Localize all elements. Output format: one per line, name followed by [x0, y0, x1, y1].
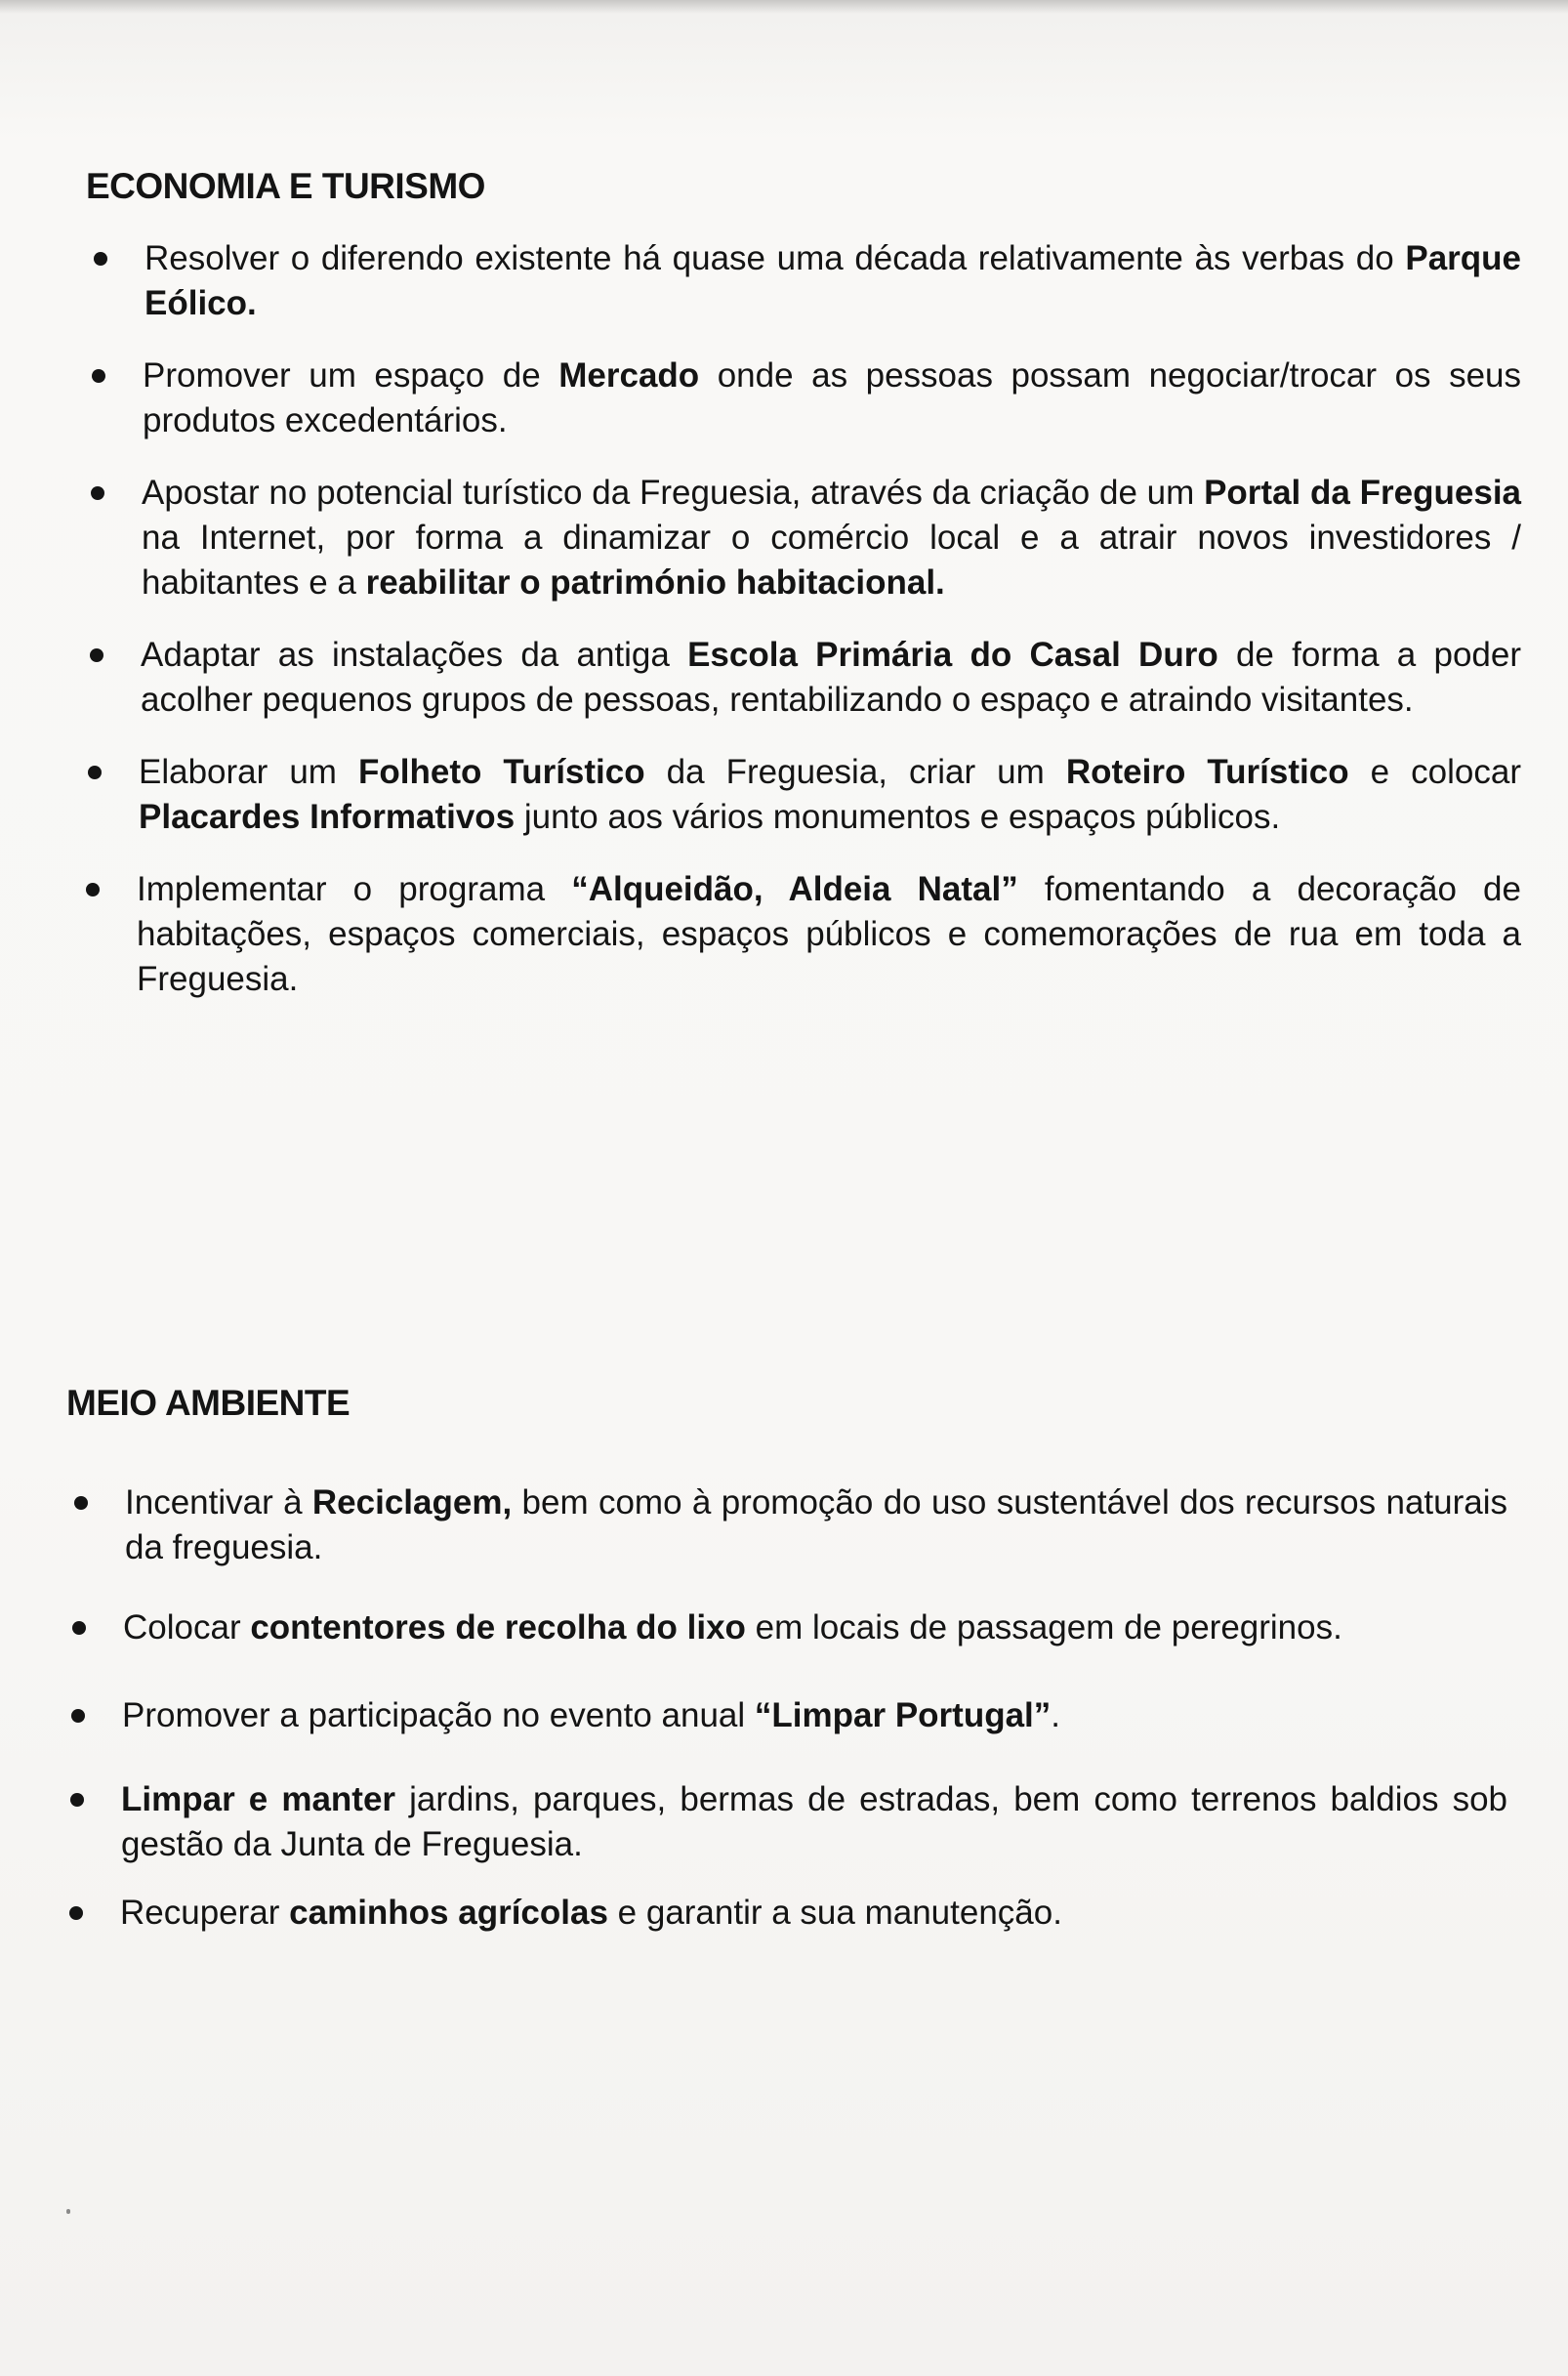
list-item: Promover um espaço de Mercado onde as pessoas possam negociar/trocar os seus produtos excedentários. [84, 354, 1521, 443]
list-item: Promover a participação no evento anual “Limpar Portugal”. [63, 1693, 1507, 1738]
list-item: Resolver o diferendo existente há quase uma década relativamente às verbas do Parque Eólico. [86, 236, 1521, 326]
list-item: Incentivar à Reciclagem, bem como à promoção do uso sustentável dos recursos naturais da freguesia. [66, 1480, 1507, 1570]
bullet-icon [91, 486, 104, 500]
section-title-meio-ambiente: MEIO AMBIENTE [66, 1383, 351, 1423]
bullet-icon [72, 1621, 86, 1635]
bullet-icon [70, 1793, 84, 1807]
meio-ambiente-list [66, 1480, 1507, 1936]
scan-top-edge [0, 0, 1568, 14]
bullet-icon [86, 883, 100, 896]
list-item: Implementar o programa “Alqueidão, Aldeia Natal” fomentando a decoração de habitações, espaços comerciais, espaços públicos e comemorações de rua em toda a Freguesia. [78, 867, 1521, 1002]
economia-list [86, 236, 1521, 1002]
bullet-icon [94, 252, 107, 266]
bullet-icon [88, 766, 102, 779]
bullet-icon [71, 1709, 85, 1723]
list-item: Elaborar um Folheto Turístico da Freguesia, criar um Roteiro Turístico e colocar Placardes Informativos junto aos vários monumentos e espaços públicos. [80, 750, 1521, 840]
section-meio-ambiente [66, 1381, 1507, 1936]
list-item: Apostar no potencial turístico da Freguesia, através da criação de um Portal da Freguesia na Internet, por forma a dinamizar o comércio local e a atrair novos investidores / habitantes e a reabilitar o património habitacional. [83, 471, 1521, 605]
section-economia [86, 164, 1521, 1002]
section-title-economia: ECONOMIA E TURISMO [86, 166, 485, 206]
list-item: Adaptar as instalações da antiga Escola Primária do Casal Duro de forma a poder acolher pequenos grupos de pessoas, rentabilizando o espaço e atraindo visitantes. [82, 633, 1521, 723]
bullet-icon [74, 1496, 88, 1510]
list-item: Recuperar caminhos agrícolas e garantir a sua manutenção. [62, 1891, 1507, 1936]
bullet-icon [69, 1906, 83, 1920]
bullet-icon [90, 648, 103, 662]
list-item: Limpar e manter jardins, parques, bermas de estradas, bem como terrenos baldios sob gestão da Junta de Freguesia. [62, 1777, 1507, 1867]
list-item: Colocar contentores de recolha do lixo em locais de passagem de peregrinos. [64, 1605, 1507, 1650]
scan-speck [66, 2209, 70, 2214]
bullet-icon [92, 369, 105, 383]
